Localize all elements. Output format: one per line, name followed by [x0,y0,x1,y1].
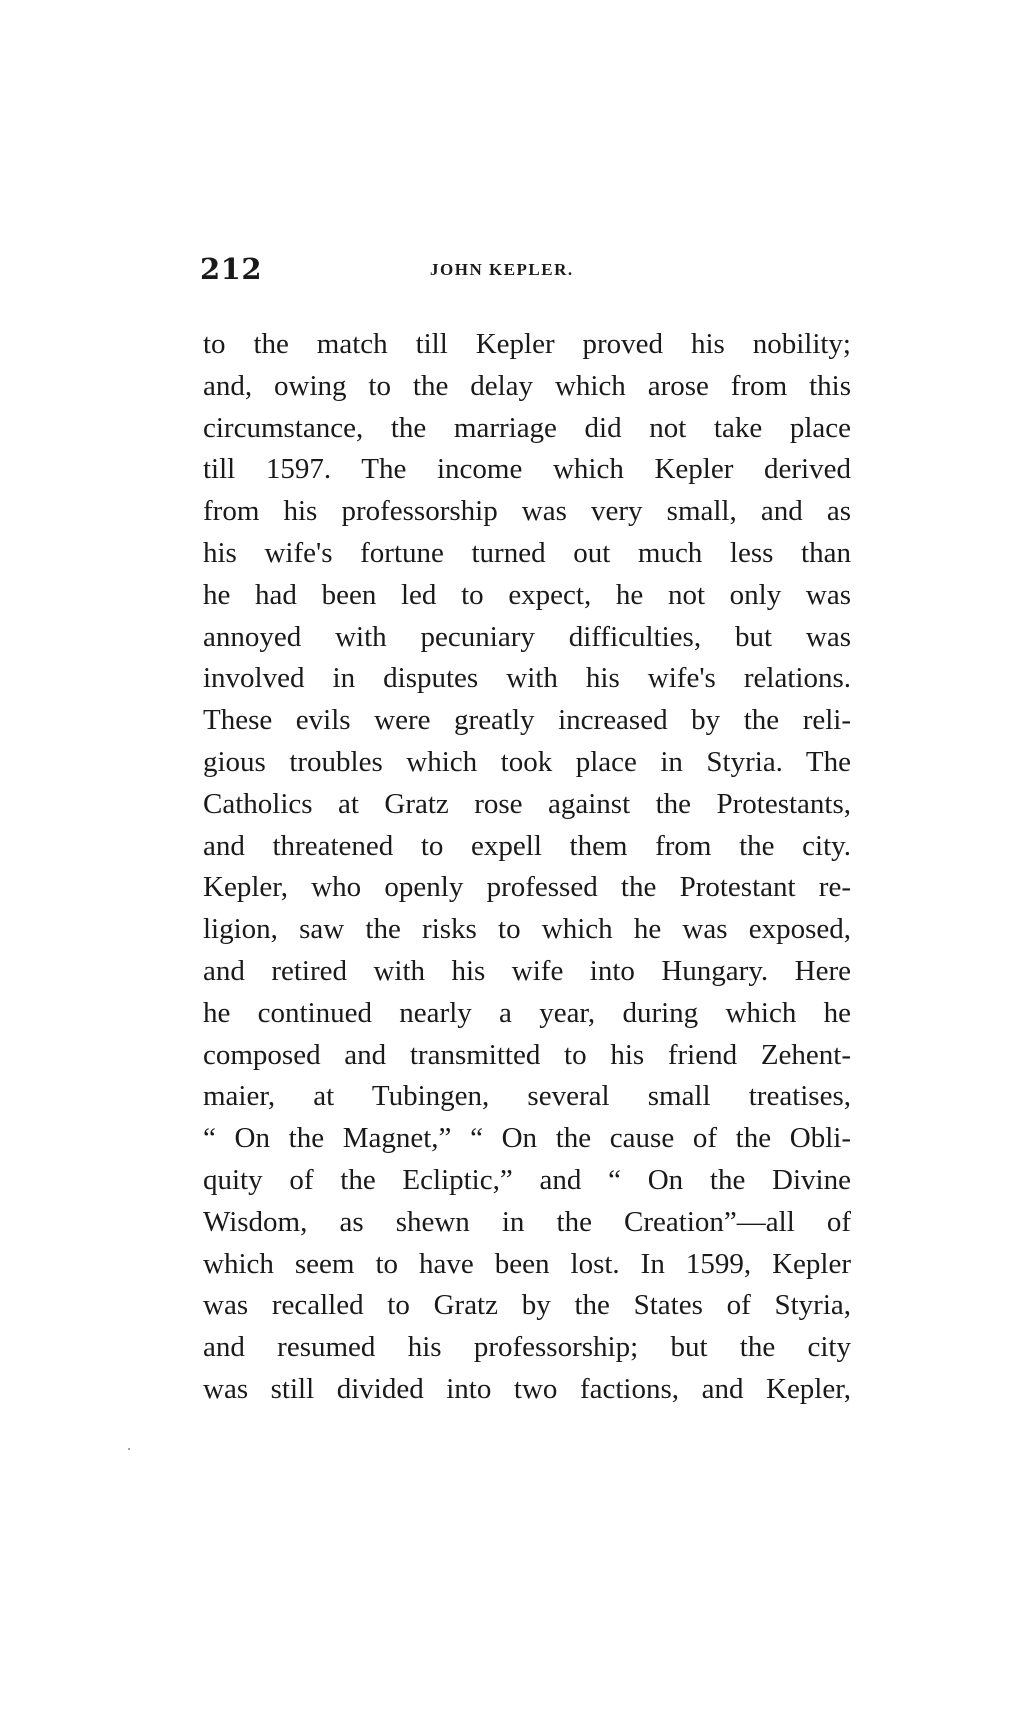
text-line: Wisdom, as shewn in the Creation”—all of [203,1205,851,1238]
text-line: and, owing to the delay which arose from this [203,369,851,402]
text-line: Kepler, who openly professed the Protestant re- [203,871,851,904]
paper-speck [128,1448,130,1450]
text-line: and threatened to expell them from the city. [203,829,851,862]
running-head: JOHN KEPLER. [430,260,574,279]
text-line: which seem to have been lost. In 1599, Kepler [203,1247,851,1280]
text-line: composed and transmitted to his friend Zehent- [203,1038,851,1071]
text-line: and retired with his wife into Hungary. Here [203,954,851,987]
text-line: annoyed with pecuniary difficulties, but was [203,620,851,653]
text-line: he had been led to expect, he not only was [203,578,851,611]
text-line: to the match till Kepler proved his nobility; [203,328,851,360]
text-line: and resumed his professorship; but the city [203,1331,851,1364]
text-line: from his professorship was very small, and as [203,495,851,528]
page-header [200,252,850,292]
text-line: gious troubles which took place in Styria. The [203,745,851,778]
text-line: circumstance, the marriage did not take place [203,411,851,444]
text-line: ligion, saw the risks to which he was exposed, [203,913,851,946]
page-number: 212 [200,252,263,286]
text-line: quity of the Ecliptic,” and “ On the Divine [203,1163,851,1196]
text-line: These evils were greatly increased by the reli- [203,704,851,737]
text-line: Catholics at Gratz rose against the Protestants, [203,787,851,820]
text-line: involved in disputes with his wife's relations. [203,662,851,695]
text-line: “ On the Magnet,” “ On the cause of the Obli- [203,1122,851,1155]
text-line: till 1597. The income which Kepler derived [203,453,851,486]
body-text [203,324,851,1411]
text-line: was recalled to Gratz by the States of Styria, [203,1289,851,1322]
text-line: was still divided into two factions, and Kepler, [203,1372,851,1405]
text-line: he continued nearly a year, during which he [203,996,851,1029]
text-line: maier, at Tubingen, several small treatises, [203,1080,851,1113]
text-line: his wife's fortune turned out much less than [203,536,851,569]
